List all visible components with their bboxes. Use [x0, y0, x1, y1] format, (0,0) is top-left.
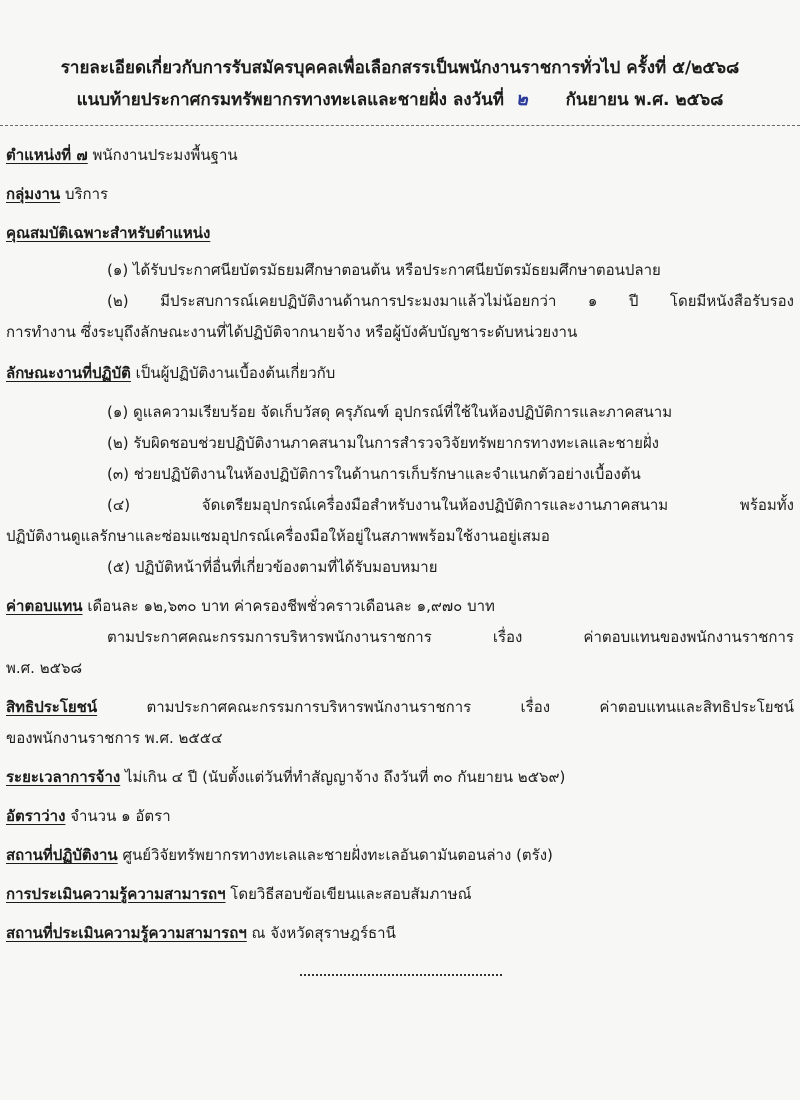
- qualification-item-1: (๑) ได้รับประกาศนียบัตรมัธยมศึกษาตอนต้น หรือประกาศนียบัตรมัธยมศึกษาตอนปลาย: [107, 261, 661, 279]
- benefits-row: [6, 692, 794, 723]
- compensation-label: ค่าตอบแทน: [6, 597, 83, 615]
- duty-item-5: (๕) ปฏิบัติหน้าที่อื่นที่เกี่ยวข้องตามที่ได้รับมอบหมาย: [107, 558, 438, 576]
- employment-period-row: [6, 762, 794, 793]
- position-value: พนักงานประมงพื้นฐาน: [92, 146, 238, 164]
- vacancies-row: [6, 801, 794, 832]
- assessment-row: [6, 879, 794, 910]
- position-row: [6, 140, 794, 171]
- workplace-label: สถานที่ปฏิบัติงาน: [6, 846, 118, 864]
- benefits-label: สิทธิประโยชน์: [6, 698, 98, 716]
- group-row: [6, 179, 794, 210]
- duty-item-4-line-1: (๔) จัดเตรียมอุปกรณ์เครื่องมือสำหรับงานในห้องปฏิบัติการและงานภาคสนาม พร้อมทั้ง: [107, 496, 794, 514]
- workplace-row: [6, 840, 794, 871]
- vacancies-value: จำนวน ๑ อัตรา: [70, 807, 171, 825]
- header-handwritten-day: ๒: [515, 89, 528, 110]
- compensation-row: [6, 591, 794, 622]
- header-annex-line: [0, 84, 800, 116]
- end-of-document-dotted-line: [300, 974, 502, 976]
- benefits-value-line-2: ของพนักงานราชการ พ.ศ. ๒๕๕๔: [6, 729, 223, 747]
- assessment-place-value: ณ จังหวัดสุราษฎร์ธานี: [251, 924, 396, 942]
- duty-item-2: (๒) รับผิดชอบช่วยปฏิบัติงานภาคสนามในการสำรวจวิจัยทรัพยากรทางทะเลและชายฝั่ง: [107, 434, 659, 452]
- vacancies-label: อัตราว่าง: [6, 807, 66, 825]
- duties-row: [6, 358, 794, 389]
- duty-item-4-line-2: ปฏิบัติงานดูแลรักษาและซ่อมแซมอุปกรณ์เครื่องมือให้อยู่ในสภาพพร้อมใช้งานอยู่เสมอ: [6, 527, 550, 545]
- workplace-value: ศูนย์วิจัยทรัพยากรทางทะเลและชายฝั่งทะเลอันดามันตอนล่าง (ตรัง): [122, 846, 553, 864]
- assessment-value: โดยวิธีสอบข้อเขียนและสอบสัมภาษณ์: [230, 885, 472, 903]
- compensation-reference-line-1: ตามประกาศคณะกรรมการบริหารพนักงานราชการ เรื่อง ค่าตอบแทนของพนักงานราชการ: [107, 628, 794, 646]
- duty-item-3: (๓) ช่วยปฏิบัติงานในห้องปฏิบัติการในด้านการเก็บรักษาและจำแนกตัวอย่างเบื้องต้น: [107, 465, 641, 483]
- header-title-line: รายละเอียดเกี่ยวกับการรับสมัครบุคคลเพื่อเลือกสรรเป็นพนักงานราชการทั่วไป ครั้งที่ ๕/๒๕๖๘: [60, 58, 740, 78]
- document-header: [0, 52, 800, 116]
- qualifications-label: คุณสมบัติเฉพาะสำหรับตำแหน่ง: [6, 224, 211, 242]
- position-label: ตำแหน่งที่ ๗: [6, 146, 88, 164]
- group-label: กลุ่มงาน: [6, 185, 61, 203]
- qualifications-heading: [6, 218, 794, 249]
- assessment-label: การประเมินความรู้ความสามารถฯ: [6, 885, 226, 903]
- assessment-place-row: [6, 918, 794, 949]
- compensation-reference-line-2: พ.ศ. ๒๕๖๘: [6, 659, 83, 677]
- header-annex-prefix: แนบท้ายประกาศกรมทรัพยากรทางทะเลและชายฝั่ง ลงวันที่: [76, 90, 504, 110]
- duty-item-1: (๑) ดูแลความเรียบร้อย จัดเก็บวัสดุ ครุภัณฑ์ อุปกรณ์ที่ใช้ในห้องปฏิบัติการและภาคสนาม: [107, 403, 673, 421]
- header-divider: [0, 125, 800, 126]
- employment-period-value: ไม่เกิน ๔ ปี (นับตั้งแต่วันที่ทำสัญญาจ้าง ถึงวันที่ ๓๐ กันยายน ๒๕๖๙): [125, 768, 566, 786]
- qualification-item-2-line-2: การทำงาน ซึ่งระบุถึงลักษณะงานที่ได้ปฏิบัติจากนายจ้าง หรือผู้บังคับบัญชาระดับหน่วยงาน: [6, 323, 578, 341]
- assessment-place-label: สถานที่ประเมินความรู้ความสามารถฯ: [6, 924, 247, 942]
- compensation-value: เดือนละ ๑๒,๖๓๐ บาท ค่าครองชีพชั่วคราวเดือนละ ๑,๙๗๐ บาท: [87, 597, 495, 615]
- document-body: [6, 140, 794, 949]
- header-annex-date: กันยายน พ.ศ. ๒๕๖๘: [565, 90, 724, 110]
- benefits-value-line-1: ตามประกาศคณะกรรมการบริหารพนักงานราชการ เรื่อง ค่าตอบแทนและสิทธิประโยชน์: [146, 698, 794, 716]
- qualification-item-2-line-1: (๒) มีประสบการณ์เคยปฏิบัติงานด้านการประมงมาแล้วไม่น้อยกว่า ๑ ปี โดยมีหนังสือรับรอง: [107, 292, 794, 310]
- duties-intro: เป็นผู้ปฏิบัติงานเบื้องต้นเกี่ยวกับ: [135, 364, 336, 382]
- duties-label: ลักษณะงานที่ปฏิบัติ: [6, 364, 131, 382]
- group-value: บริการ: [64, 185, 109, 203]
- employment-period-label: ระยะเวลาการจ้าง: [6, 768, 121, 786]
